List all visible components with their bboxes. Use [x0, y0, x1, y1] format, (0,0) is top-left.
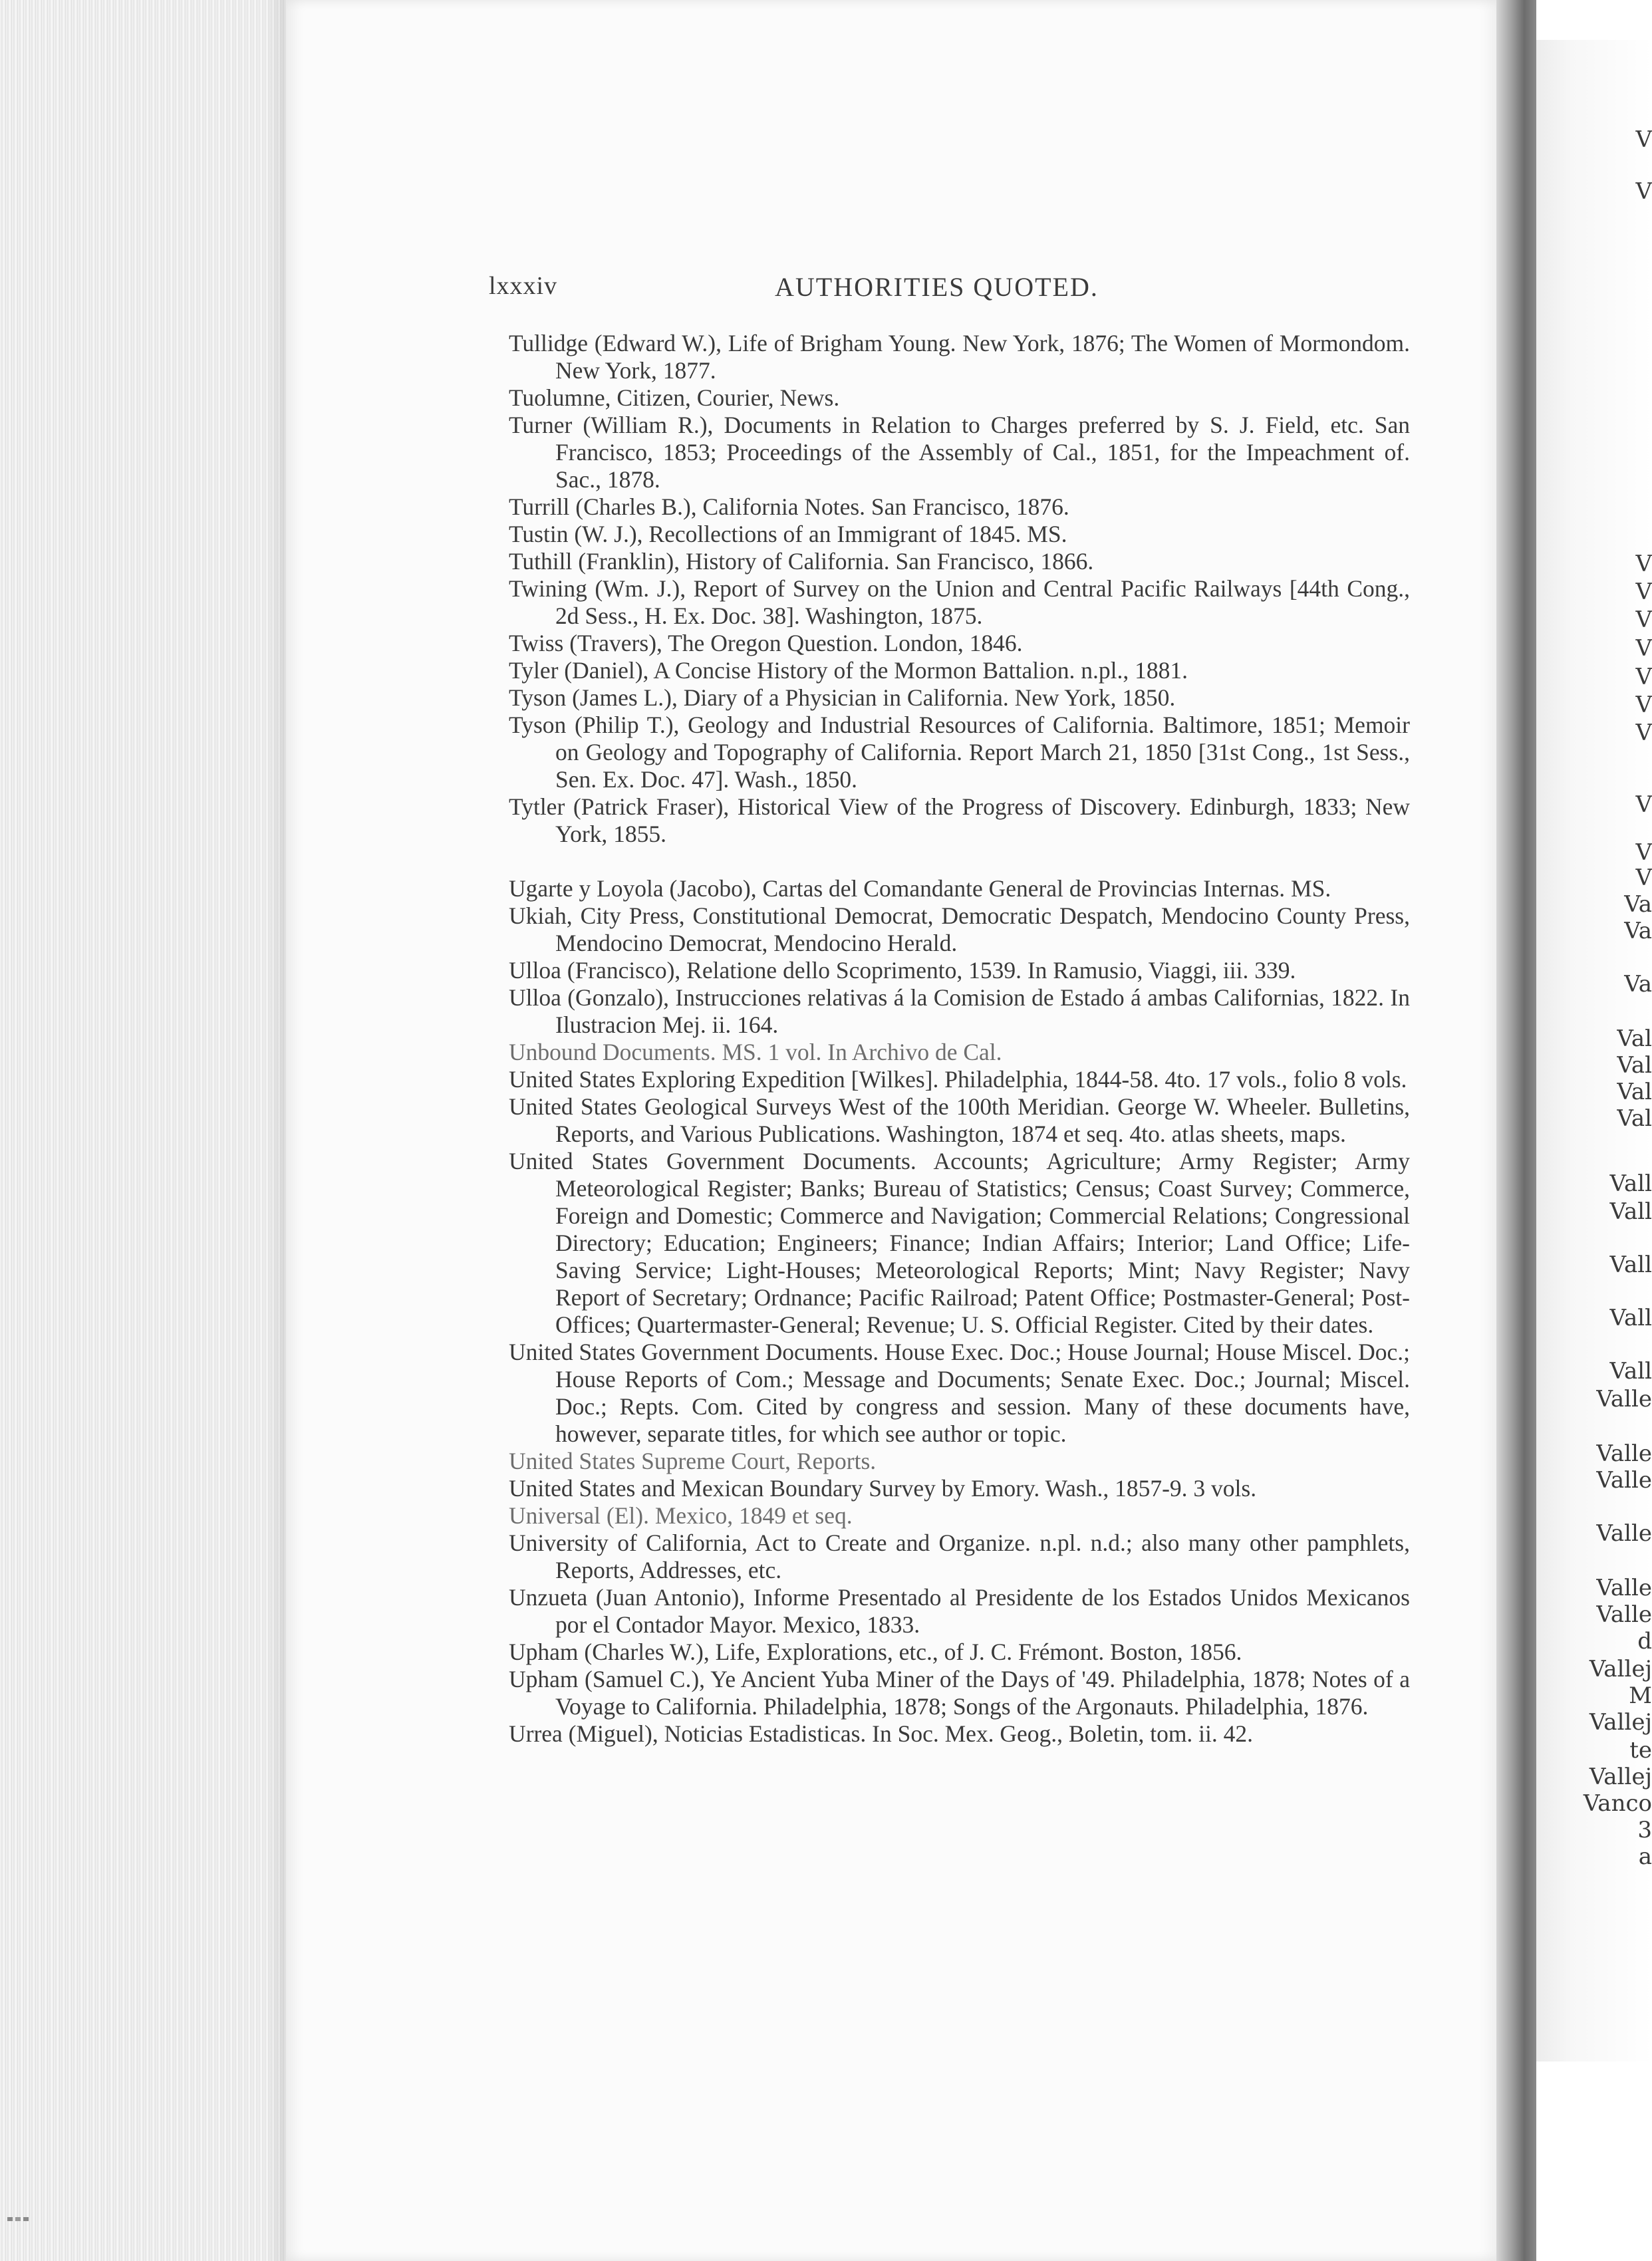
scan-artifact-mark [7, 2214, 33, 2225]
facing-fragment: a [1638, 1843, 1652, 1870]
facing-fragment: Vallej [1589, 1656, 1652, 1682]
bibliography-entry: Upham (Samuel C.), Ye Ancient Yuba Miner of the Days of '49. Philadelphia, 1878; Notes of a Voyage to California. Philadelphia, 1878; Songs of the Argonauts. Philadelphia, 1876. [509, 1666, 1410, 1720]
bibliography-entry: Unzueta (Juan Antonio), Informe Presentado al Presidente de los Estados Unidos Mexicanos por el Contador Mayor. Mexico, 1833. [509, 1584, 1410, 1638]
facing-fragment: Val [1617, 1079, 1652, 1105]
bibliography-entries [509, 330, 1410, 1748]
facing-page-text-fragments [1583, 0, 1652, 2261]
bibliography-entry: Tyson (James L.), Diary of a Physician in California. New York, 1850. [509, 684, 1176, 711]
facing-fragment: te [1629, 1737, 1652, 1764]
facing-fragment: Va [1624, 891, 1652, 918]
book-page-edges [0, 0, 293, 2261]
bibliography-entry: Ulloa (Francisco), Relatione dello Scoprimento, 1539. In Ramusio, Viaggi, iii. 339. [509, 957, 1296, 984]
bibliography-entry: Urrea (Miguel), Noticias Estadisticas. In Soc. Mex. Geog., Boletin, tom. ii. 42. [509, 1720, 1254, 1747]
facing-fragment: V [1635, 839, 1652, 866]
facing-fragment: Vanco [1583, 1790, 1652, 1817]
facing-fragment: V [1635, 692, 1652, 718]
facing-fragment: Valle [1596, 1440, 1652, 1467]
running-head [489, 271, 1410, 305]
facing-fragment: Vall [1609, 1252, 1652, 1278]
facing-fragment: 3 [1637, 1817, 1652, 1843]
facing-fragment: V [1635, 635, 1652, 662]
bibliography-entry: Tullidge (Edward W.), Life of Brigham Young. New York, 1876; The Women of Mormondom. New York, 1877. [509, 330, 1410, 384]
facing-fragment: V [1635, 606, 1652, 633]
facing-fragment: Val [1617, 1052, 1652, 1079]
bibliography-entry: Tyson (Philip T.), Geology and Industrial Resources of California. Baltimore, 1851; Memoir on Geology and Topography of California. Report March 21, 1850 [31st Cong., 1st Sess., Sen. Ex. Doc. 47]. Wash., 1850. [509, 712, 1410, 793]
bibliography-entry: Tuthill (Franklin), History of California. San Francisco, 1866. [509, 548, 1094, 575]
running-head-title: AUTHORITIES QUOTED. [775, 272, 1099, 302]
bibliography-entry: Tuolumne, Citizen, Courier, News. [509, 384, 840, 411]
facing-fragment: Vallej [1589, 1709, 1652, 1736]
facing-fragment: V [1635, 664, 1652, 690]
bibliography-entry: Turrill (Charles B.), California Notes. San Francisco, 1876. [509, 493, 1069, 520]
facing-fragment: Vall [1609, 1358, 1652, 1385]
section-gap [509, 848, 1410, 875]
bibliography-entry: Ulloa (Gonzalo), Instrucciones relativas á la Comision de Estado á ambas Californias, 1822. In Ilustracion Mej. ii. 164. [509, 984, 1410, 1038]
facing-fragment: Vall [1609, 1305, 1652, 1331]
bibliography-entry: United States Government Documents. House Exec. Doc.; House Journal; House Miscel. Doc.; House Reports of Com.; Message and Documents; Senate Exec. Doc.; Journal; Miscel. Doc.; Repts. Com. Cited by congress and session. Many of these documents have, however, separate titles, for which see author or topic. [509, 1339, 1410, 1447]
facing-fragment: Valle [1596, 1601, 1652, 1628]
bibliography-entry: United States Government Documents. Accounts; Agriculture; Army Register; Army Meteorological Register; Banks; Bureau of Statistics; Census; Coast Survey; Commerce, Foreign and Domestic; Commerce and Navigation; Commercial Relations; Congressional Directory; Education; Engineers; Finance; Indian Affairs; Interior; Land Office; Life-Saving Service; Light-Houses; Meteorological Reports; Mint; Navy Register; Navy Report of Secretary; Ordnance; Pacific Railroad; Patent Office; Postmaster-General; Post-Offices; Quartermaster-General; Revenue; U. S. Official Register. Cited by their dates. [509, 1148, 1410, 1338]
bibliography-entry: United States Supreme Court, Reports. [509, 1448, 877, 1474]
facing-fragment: Val [1617, 1025, 1652, 1052]
bibliography-entry: United States and Mexican Boundary Survey by Emory. Wash., 1857-9. 3 vols. [509, 1475, 1257, 1502]
bibliography-entry: Ukiah, City Press, Constitutional Democrat, Democratic Despatch, Mendocino County Press, Mendocino Democrat, Mendocino Herald. [509, 902, 1410, 956]
bibliography-entry: Twiss (Travers), The Oregon Question. London, 1846. [509, 630, 1023, 656]
facing-fragment: Val [1617, 1105, 1652, 1132]
bibliography-entry: Ugarte y Loyola (Jacobo), Cartas del Comandante General de Provincias Internas. MS. [509, 875, 1331, 902]
bibliography-entry: United States Exploring Expedition [Wilkes]. Philadelphia, 1844-58. 4to. 17 vols., folio 8 vols. [509, 1066, 1407, 1093]
facing-fragment: V [1635, 864, 1652, 891]
bibliography-entry: Tyler (Daniel), A Concise History of the Mormon Battalion. n.pl., 1881. [509, 657, 1188, 684]
bibliography-entry: Unbound Documents. MS. 1 vol. In Archivo de Cal. [509, 1039, 1002, 1065]
facing-fragment: Valle [1596, 1520, 1652, 1547]
facing-fragment: V [1635, 579, 1652, 605]
facing-fragment: Va [1624, 918, 1652, 944]
page-number: lxxxiv [489, 272, 558, 300]
bibliography-entry: United States Geological Surveys West of the 100th Meridian. George W. Wheeler. Bulletins, Reports, and Various Publications. Washington, 1874 et seq. 4to. atlas sheets, maps. [509, 1093, 1410, 1147]
facing-fragment: V [1635, 178, 1652, 205]
facing-fragment: Valle [1596, 1467, 1652, 1494]
facing-fragment: Vall [1609, 1170, 1652, 1197]
facing-fragment: V [1635, 791, 1652, 818]
facing-fragment: Vall [1609, 1198, 1652, 1225]
facing-fragment: Valle [1596, 1386, 1652, 1412]
bibliography-entry: University of California, Act to Create and Organize. n.pl. n.d.; also many other pamphlets, Reports, Addresses, etc. [509, 1530, 1410, 1583]
facing-fragment: d [1637, 1628, 1652, 1655]
book-gutter [1496, 0, 1536, 2261]
facing-fragment: V [1635, 126, 1652, 153]
facing-fragment: Valle [1596, 1575, 1652, 1601]
scan-mark-icon [7, 2214, 31, 2224]
bibliography-entry: Upham (Charles W.), Life, Explorations, etc., of J. C. Frémont. Boston, 1856. [509, 1639, 1242, 1665]
facing-fragment: M [1629, 1682, 1652, 1709]
bibliography-entry: Tustin (W. J.), Recollections of an Immigrant of 1845. MS. [509, 521, 1067, 547]
bibliography-entry: Turner (William R.), Documents in Relation to Charges preferred by S. J. Field, etc. San Francisco, 1853; Proceedings of the Assembly of Cal., 1851, for the Impeachment of. Sac., 1878. [509, 412, 1410, 493]
bibliography-entry: Tytler (Patrick Fraser), Historical View of the Progress of Discovery. Edinburgh, 1833; New York, 1855. [509, 793, 1410, 847]
bibliography-entry: Universal (El). Mexico, 1849 et seq. [509, 1502, 853, 1529]
facing-fragment: Vallej [1589, 1764, 1652, 1790]
facing-fragment: V [1635, 551, 1652, 577]
facing-fragment: Va [1624, 971, 1652, 998]
bibliography-entry: Twining (Wm. J.), Report of Survey on the Union and Central Pacific Railways [44th Cong., 2d Sess., H. Ex. Doc. 38]. Washington, 1875. [509, 575, 1410, 629]
facing-fragment: V [1635, 720, 1652, 746]
